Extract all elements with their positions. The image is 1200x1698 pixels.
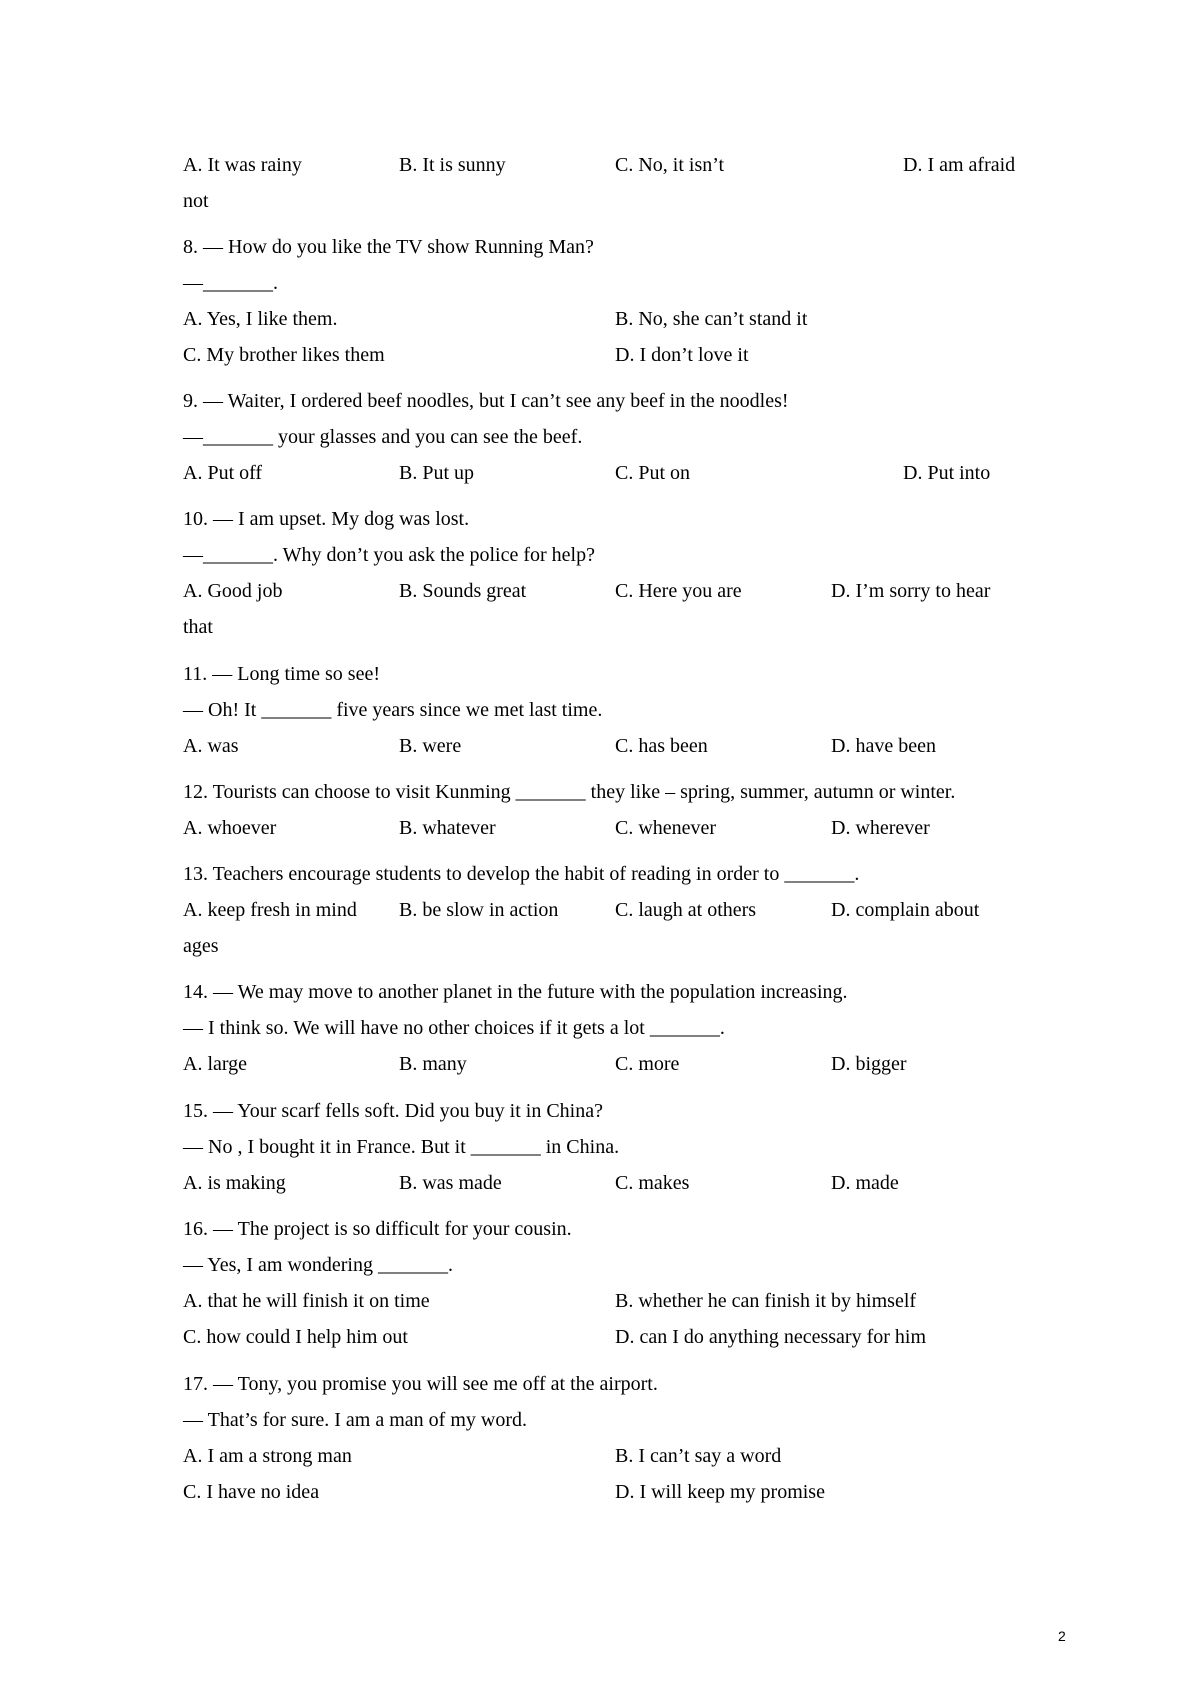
q11-option-d: D. have been xyxy=(831,735,936,757)
q13-option-b: B. be slow in action xyxy=(399,899,559,921)
q9-option-d: D. Put into xyxy=(903,462,991,484)
q17-option-d: D. I will keep my promise xyxy=(615,1481,825,1503)
q11-option-b: B. were xyxy=(399,735,462,757)
q13-option-c: C. laugh at others xyxy=(615,899,757,921)
q14-option-d: D. bigger xyxy=(831,1053,907,1075)
q12-option-b: B. whatever xyxy=(399,817,496,839)
q12-option-c: C. whenever xyxy=(615,817,717,839)
q8-option-b: B. No, she can’t stand it xyxy=(615,308,808,330)
q8-option-d: D. I don’t love it xyxy=(615,344,749,366)
q17-option-b: B. I can’t say a word xyxy=(615,1445,782,1467)
q13-option-d-wrap: ages xyxy=(183,935,219,957)
q8-option-c: C. My brother likes them xyxy=(183,344,385,366)
q12-option-a: A. whoever xyxy=(183,817,277,839)
q16-option-b: B. whether he can finish it by himself xyxy=(615,1290,917,1312)
q17-stem: 17. — Tony, you promise you will see me off at the airport. xyxy=(183,1373,658,1395)
q11-option-c: C. has been xyxy=(615,735,708,757)
q8-option-a: A. Yes, I like them. xyxy=(183,308,338,330)
q12-option-d: D. wherever xyxy=(831,817,930,839)
q15-stem: 15. — Your scarf fells soft. Did you buy it in China? xyxy=(183,1100,603,1122)
q10-option-d-wrap: that xyxy=(183,616,213,638)
q15-reply: — No , I bought it in France. But it _______ in China. xyxy=(183,1136,620,1158)
q17-option-a: A. I am a strong man xyxy=(183,1445,352,1467)
q7-option-a: A. It was rainy xyxy=(183,154,302,176)
q11-reply: — Oh! It _______ five years since we met last time. xyxy=(183,699,603,721)
q10-reply: —_______. Why don’t you ask the police for help? xyxy=(183,544,595,566)
q13-option-d: D. complain about xyxy=(831,899,980,921)
q7-option-c: C. No, it isn’t xyxy=(615,154,725,176)
page-number: 2 xyxy=(1058,1628,1066,1644)
q10-stem: 10. — I am upset. My dog was lost. xyxy=(183,508,470,530)
q13-stem: 13. Teachers encourage students to develop the habit of reading in order to _______. xyxy=(183,863,860,885)
q12-stem: 12. Tourists can choose to visit Kunming _______ they like – spring, summer, autumn or winter. xyxy=(183,781,956,803)
q17-reply: — That’s for sure. I am a man of my word. xyxy=(183,1409,527,1431)
q16-option-d: D. can I do anything necessary for him xyxy=(615,1326,927,1348)
q16-stem: 16. — The project is so difficult for your cousin. xyxy=(183,1218,572,1240)
q9-stem: 9. — Waiter, I ordered beef noodles, but I can’t see any beef in the noodles! xyxy=(183,390,789,412)
q9-option-b: B. Put up xyxy=(399,462,475,484)
q11-option-a: A. was xyxy=(183,735,239,757)
q15-option-d: D. made xyxy=(831,1172,899,1194)
q8-reply: —_______. xyxy=(183,272,278,294)
q14-reply: — I think so. We will have no other choices if it gets a lot _______. xyxy=(183,1017,725,1039)
q10-option-a: A. Good job xyxy=(183,580,283,602)
q17-option-c: C. I have no idea xyxy=(183,1481,320,1503)
q9-reply: —_______ your glasses and you can see the beef. xyxy=(183,426,583,448)
q11-stem: 11. — Long time so see! xyxy=(183,663,381,685)
q9-option-c: C. Put on xyxy=(615,462,691,484)
q8-stem: 8. — How do you like the TV show Running Man? xyxy=(183,236,594,258)
q14-option-b: B. many xyxy=(399,1053,467,1075)
q7-option-d: D. I am afraid xyxy=(903,154,1016,176)
q13-option-a: A. keep fresh in mind xyxy=(183,899,357,921)
q14-option-c: C. more xyxy=(615,1053,680,1075)
q10-option-c: C. Here you are xyxy=(615,580,742,602)
q9-option-a: A. Put off xyxy=(183,462,263,484)
q15-option-c: C. makes xyxy=(615,1172,690,1194)
q15-option-b: B. was made xyxy=(399,1172,502,1194)
q7-option-b: B. It is sunny xyxy=(399,154,506,176)
q16-option-a: A. that he will finish it on time xyxy=(183,1290,430,1312)
q14-option-a: A. large xyxy=(183,1053,248,1075)
q10-option-b: B. Sounds great xyxy=(399,580,527,602)
q7-option-d-wrap: not xyxy=(183,190,209,212)
q15-option-a: A. is making xyxy=(183,1172,286,1194)
q14-stem: 14. — We may move to another planet in the future with the population increasing. xyxy=(183,981,848,1003)
q16-reply: — Yes, I am wondering _______. xyxy=(183,1254,453,1276)
q10-option-d: D. I’m sorry to hear xyxy=(831,580,991,602)
q16-option-c: C. how could I help him out xyxy=(183,1326,408,1348)
